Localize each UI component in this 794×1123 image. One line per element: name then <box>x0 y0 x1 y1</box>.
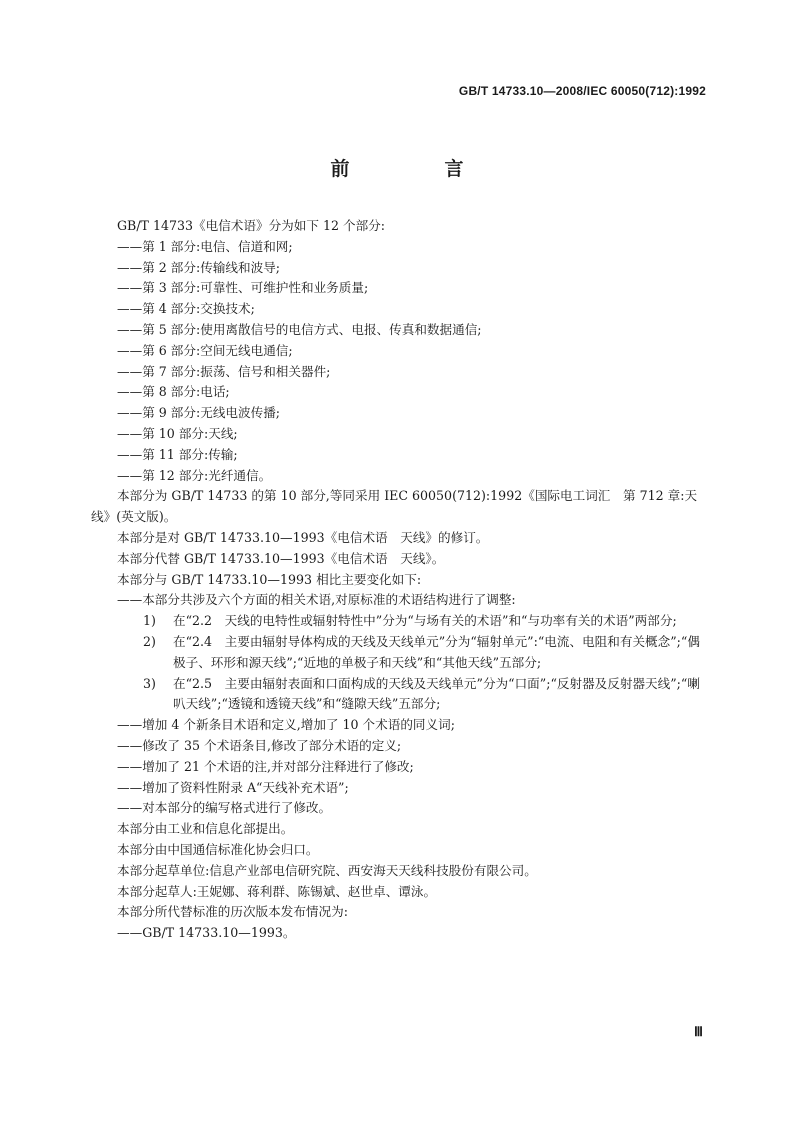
change-list-item: ——增加了资料性附录 A“天线补充术语”; <box>117 779 349 795</box>
item-number: 2) <box>143 633 156 649</box>
part-list-item: ——第 1 部分:电信、信道和网; <box>117 238 293 254</box>
part-list-item: ——第 9 部分:无线电波传播; <box>117 405 281 421</box>
part-list-item: ——第 10 部分:天线; <box>117 425 238 441</box>
page-title: 前 言 <box>330 158 502 180</box>
proposed-by-paragraph: 本部分由工业和信息化部提出。 <box>117 821 294 837</box>
change-list-item: ——增加 4 个新条目术语和定义,增加了 10 个术语的同义词; <box>117 717 455 733</box>
equivalence-paragraph: 本部分为 GB/T 14733 的第 10 部分,等同采用 IEC 60050(712):1992《国际电工词汇 第 712 章:天线》(英文版)。 <box>91 488 698 525</box>
part-list-item: ——第 3 部分:可靠性、可维护性和业务质量; <box>117 280 369 296</box>
item-text: 在“2.5 主要由辐射表面和口面构成的天线及天线单元”分为“口面”;“反射器及反射器天线”;“喇叭天线”;“透镜和透镜天线”和“缝隙天线”五部分; <box>173 675 700 712</box>
change-list-item: ——增加了 21 个术语的注,并对部分注释进行了修改; <box>117 758 414 774</box>
numbered-change-item <box>91 632 711 674</box>
item-text: 在“2.2 天线的电特性或辐射特性中”分为“与场有关的术语”和“与功率有关的术语”两部分; <box>173 613 677 629</box>
numbered-change-item <box>91 674 711 716</box>
standard-code-header: GB/T 14733.10—2008/IEC 60050(712):1992 <box>458 84 706 98</box>
replaces-paragraph: 本部分代替 GB/T 14733.10—1993《电信术语 天线》。 <box>117 550 445 566</box>
part-list-item: ——第 12 部分:光纤通信。 <box>117 467 272 483</box>
part-list-item: ——第 4 部分:交换技术; <box>117 301 255 317</box>
page-number: Ⅲ <box>694 1024 703 1039</box>
history-list-item: ——GB/T 14733.10—1993。 <box>117 925 296 941</box>
part-list-item: ——第 5 部分:使用离散信号的电信方式、电报、传真和数据通信; <box>117 321 482 337</box>
part-list-item: ——第 2 部分:传输线和波导; <box>117 259 281 275</box>
revision-paragraph: 本部分是对 GB/T 14733.10—1993《电信术语 天线》的修订。 <box>117 529 489 545</box>
change-list-item: ——修改了 35 个术语条目,修改了部分术语的定义; <box>117 737 402 753</box>
drafting-units-paragraph: 本部分起草单位:信息产业部电信研究院、西安海天天线科技股份有限公司。 <box>117 862 537 878</box>
part-list-item: ——第 8 部分:电话; <box>117 384 230 400</box>
change-list-item: ——对本部分的编写格式进行了修改。 <box>117 800 332 816</box>
part-list-item: ——第 6 部分:空间无线电通信; <box>117 342 293 358</box>
intro-paragraph: GB/T 14733《电信术语》分为如下 12 个部分: <box>117 218 386 233</box>
foreword-body <box>91 216 711 944</box>
part-list-item: ——第 11 部分:传输; <box>117 446 238 462</box>
item-number: 3) <box>143 675 156 691</box>
history-intro-paragraph: 本部分所代替标准的历次版本发布情况为: <box>117 904 348 920</box>
numbered-change-item <box>91 611 711 632</box>
drafters-paragraph: 本部分起草人:王妮娜、蒋利群、陈锡斌、赵世卓、谭泳。 <box>117 883 437 899</box>
part-list-item: ——第 7 部分:振荡、信号和相关器件; <box>117 363 331 379</box>
changes-intro-paragraph: 本部分与 GB/T 14733.10—1993 相比主要变化如下: <box>117 571 422 587</box>
item-text: 在“2.4 主要由辐射导体构成的天线及天线单元”分为“辐射单元”:“电流、电阻和有关概念”;“偶极子、环形和源天线”;“近地的单极子和天线”和“其他天线”五部分; <box>173 633 700 670</box>
item-number: 1) <box>143 613 156 629</box>
change-list-item: ——本部分共涉及六个方面的相关术语,对原标准的术语结构进行了调整: <box>117 592 516 608</box>
managed-by-paragraph: 本部分由中国通信标准化协会归口。 <box>117 841 319 857</box>
